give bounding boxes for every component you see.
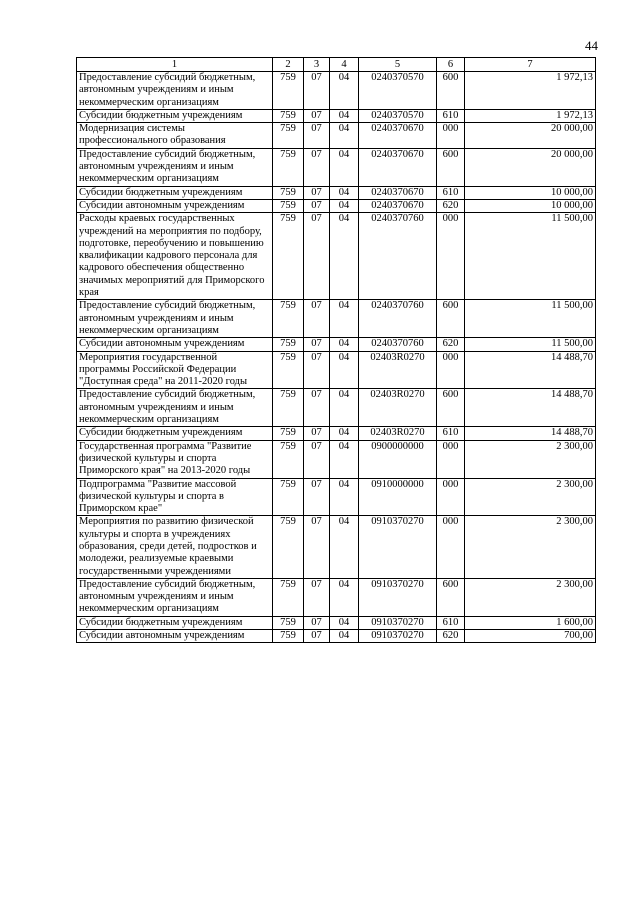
subsection-code-cell: 04: [330, 72, 359, 110]
item-name-cell: Мероприятия по развитию физической культуры и спорта в учреждениях образования, среди детей, подростков и молодежи, реализуемые краевыми государственными учреждениями: [77, 516, 273, 578]
item-name-cell: Субсидии бюджетным учреждениям: [77, 186, 273, 199]
ministry-code-cell: 759: [273, 389, 304, 427]
target-article-code-cell: 0910370270: [359, 630, 437, 643]
subsection-code-cell: 04: [330, 478, 359, 516]
item-name-cell: Предоставление субсидий бюджетным, автономным учреждениям и иным некоммерческим организациям: [77, 300, 273, 338]
item-name-cell: Модернизация системы профессионального образования: [77, 123, 273, 149]
expense-type-code-cell: 620: [437, 338, 465, 351]
amount-cell: 14 488,70: [465, 389, 596, 427]
table-row: [77, 148, 596, 186]
amount-cell: 2 300,00: [465, 578, 596, 616]
item-name-cell: Субсидии бюджетным учреждениям: [77, 109, 273, 122]
expense-type-code-cell: 600: [437, 300, 465, 338]
subsection-code-cell: 04: [330, 630, 359, 643]
target-article-code-cell: 0240370570: [359, 72, 437, 110]
target-article-code-cell: 0240370670: [359, 186, 437, 199]
expense-type-code-cell: 000: [437, 478, 465, 516]
table-row: [77, 630, 596, 643]
ministry-code-cell: 759: [273, 199, 304, 212]
subsection-code-cell: 04: [330, 351, 359, 389]
ministry-code-cell: 759: [273, 109, 304, 122]
target-article-code-cell: 02403R0270: [359, 351, 437, 389]
item-name-cell: Предоставление субсидий бюджетным, автономным учреждениям и иным некоммерческим организациям: [77, 72, 273, 110]
item-name-cell: Расходы краевых государственных учреждений на мероприятия по подбору, подготовке, переобучению и повышению квалификации кадрового персонала для кадрового обеспечения общественно значимых мероприятий для Приморского края: [77, 213, 273, 300]
column-header: 2: [273, 58, 304, 72]
column-header: 7: [465, 58, 596, 72]
expense-type-code-cell: 610: [437, 186, 465, 199]
target-article-code-cell: 02403R0270: [359, 427, 437, 440]
target-article-code-cell: 0240370760: [359, 300, 437, 338]
section-code-cell: 07: [304, 427, 330, 440]
subsection-code-cell: 04: [330, 338, 359, 351]
subsection-code-cell: 04: [330, 616, 359, 629]
amount-cell: 10 000,00: [465, 199, 596, 212]
ministry-code-cell: 759: [273, 630, 304, 643]
ministry-code-cell: 759: [273, 213, 304, 300]
target-article-code-cell: 0240370570: [359, 109, 437, 122]
table-row: [77, 109, 596, 122]
expense-type-code-cell: 620: [437, 199, 465, 212]
table-row: [77, 300, 596, 338]
target-article-code-cell: 0240370670: [359, 199, 437, 212]
ministry-code-cell: 759: [273, 478, 304, 516]
column-header: 1: [77, 58, 273, 72]
amount-cell: 1 600,00: [465, 616, 596, 629]
item-name-cell: Субсидии бюджетным учреждениям: [77, 616, 273, 629]
column-header: 6: [437, 58, 465, 72]
section-code-cell: 07: [304, 123, 330, 149]
expense-type-code-cell: 610: [437, 616, 465, 629]
table-row: [77, 123, 596, 149]
subsection-code-cell: 04: [330, 199, 359, 212]
amount-cell: 20 000,00: [465, 148, 596, 186]
subsection-code-cell: 04: [330, 186, 359, 199]
item-name-cell: Мероприятия государственной программы Российской Федерации "Доступная среда" на 2011-2020 годы: [77, 351, 273, 389]
budget-table: [76, 57, 596, 643]
section-code-cell: 07: [304, 199, 330, 212]
target-article-code-cell: 0240370760: [359, 213, 437, 300]
section-code-cell: 07: [304, 516, 330, 578]
table-row: [77, 186, 596, 199]
section-code-cell: 07: [304, 630, 330, 643]
subsection-code-cell: 04: [330, 213, 359, 300]
ministry-code-cell: 759: [273, 123, 304, 149]
section-code-cell: 07: [304, 72, 330, 110]
item-name-cell: Предоставление субсидий бюджетным, автономным учреждениям и иным некоммерческим организациям: [77, 389, 273, 427]
section-code-cell: 07: [304, 478, 330, 516]
subsection-code-cell: 04: [330, 440, 359, 478]
table-row: [77, 72, 596, 110]
page-number: 44: [585, 38, 598, 53]
ministry-code-cell: 759: [273, 148, 304, 186]
table-row: [77, 478, 596, 516]
section-code-cell: 07: [304, 616, 330, 629]
table-row: [77, 616, 596, 629]
ministry-code-cell: 759: [273, 300, 304, 338]
expense-type-code-cell: 600: [437, 72, 465, 110]
ministry-code-cell: 759: [273, 616, 304, 629]
item-name-cell: Государственная программа "Развитие физической культуры и спорта Приморского края" на 2013-2020 годы: [77, 440, 273, 478]
item-name-cell: Субсидии бюджетным учреждениям: [77, 427, 273, 440]
target-article-code-cell: 0900000000: [359, 440, 437, 478]
amount-cell: 10 000,00: [465, 186, 596, 199]
table-row: [77, 427, 596, 440]
ministry-code-cell: 759: [273, 186, 304, 199]
subsection-code-cell: 04: [330, 300, 359, 338]
ministry-code-cell: 759: [273, 72, 304, 110]
expense-type-code-cell: 610: [437, 109, 465, 122]
expense-type-code-cell: 000: [437, 213, 465, 300]
amount-cell: 2 300,00: [465, 478, 596, 516]
target-article-code-cell: 0910370270: [359, 578, 437, 616]
subsection-code-cell: 04: [330, 148, 359, 186]
amount-cell: 700,00: [465, 630, 596, 643]
table-row: [77, 578, 596, 616]
table-row: [77, 213, 596, 300]
item-name-cell: Подпрограмма "Развитие массовой физической культуры и спорта в Приморском крае": [77, 478, 273, 516]
item-name-cell: Предоставление субсидий бюджетным, автономным учреждениям и иным некоммерческим организациям: [77, 148, 273, 186]
subsection-code-cell: 04: [330, 109, 359, 122]
expense-type-code-cell: 620: [437, 630, 465, 643]
amount-cell: 11 500,00: [465, 213, 596, 300]
expense-type-code-cell: 000: [437, 351, 465, 389]
section-code-cell: 07: [304, 440, 330, 478]
target-article-code-cell: 0910370270: [359, 516, 437, 578]
amount-cell: 11 500,00: [465, 300, 596, 338]
subsection-code-cell: 04: [330, 427, 359, 440]
amount-cell: 11 500,00: [465, 338, 596, 351]
section-code-cell: 07: [304, 213, 330, 300]
column-header: 3: [304, 58, 330, 72]
subsection-code-cell: 04: [330, 578, 359, 616]
section-code-cell: 07: [304, 351, 330, 389]
section-code-cell: 07: [304, 109, 330, 122]
header-row: [77, 58, 596, 72]
target-article-code-cell: 02403R0270: [359, 389, 437, 427]
amount-cell: 14 488,70: [465, 427, 596, 440]
table-row: [77, 389, 596, 427]
amount-cell: 2 300,00: [465, 516, 596, 578]
expense-type-code-cell: 000: [437, 516, 465, 578]
target-article-code-cell: 0240370760: [359, 338, 437, 351]
column-header: 4: [330, 58, 359, 72]
target-article-code-cell: 0910370270: [359, 616, 437, 629]
amount-cell: 1 972,13: [465, 72, 596, 110]
expense-type-code-cell: 600: [437, 389, 465, 427]
table-row: [77, 440, 596, 478]
ministry-code-cell: 759: [273, 578, 304, 616]
item-name-cell: Субсидии автономным учреждениям: [77, 630, 273, 643]
amount-cell: 1 972,13: [465, 109, 596, 122]
column-header: 5: [359, 58, 437, 72]
section-code-cell: 07: [304, 148, 330, 186]
section-code-cell: 07: [304, 338, 330, 351]
section-code-cell: 07: [304, 186, 330, 199]
ministry-code-cell: 759: [273, 516, 304, 578]
amount-cell: 14 488,70: [465, 351, 596, 389]
subsection-code-cell: 04: [330, 123, 359, 149]
table-row: [77, 351, 596, 389]
subsection-code-cell: 04: [330, 516, 359, 578]
item-name-cell: Предоставление субсидий бюджетным, автономным учреждениям и иным некоммерческим организациям: [77, 578, 273, 616]
expense-type-code-cell: 610: [437, 427, 465, 440]
target-article-code-cell: 0240370670: [359, 123, 437, 149]
amount-cell: 2 300,00: [465, 440, 596, 478]
expense-type-code-cell: 000: [437, 123, 465, 149]
ministry-code-cell: 759: [273, 351, 304, 389]
section-code-cell: 07: [304, 578, 330, 616]
ministry-code-cell: 759: [273, 440, 304, 478]
target-article-code-cell: 0910000000: [359, 478, 437, 516]
expense-type-code-cell: 000: [437, 440, 465, 478]
table-row: [77, 516, 596, 578]
table-row: [77, 338, 596, 351]
subsection-code-cell: 04: [330, 389, 359, 427]
item-name-cell: Субсидии автономным учреждениям: [77, 199, 273, 212]
ministry-code-cell: 759: [273, 427, 304, 440]
item-name-cell: Субсидии автономным учреждениям: [77, 338, 273, 351]
amount-cell: 20 000,00: [465, 123, 596, 149]
expense-type-code-cell: 600: [437, 578, 465, 616]
expense-type-code-cell: 600: [437, 148, 465, 186]
section-code-cell: 07: [304, 389, 330, 427]
table-row: [77, 199, 596, 212]
ministry-code-cell: 759: [273, 338, 304, 351]
target-article-code-cell: 0240370670: [359, 148, 437, 186]
section-code-cell: 07: [304, 300, 330, 338]
